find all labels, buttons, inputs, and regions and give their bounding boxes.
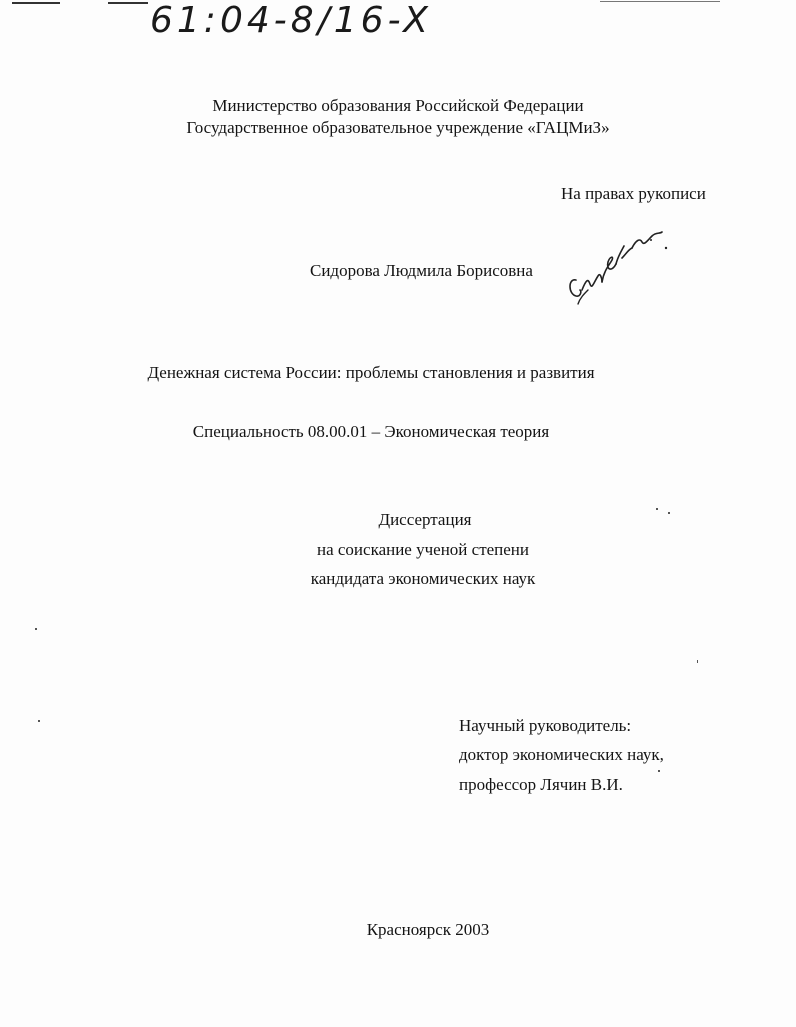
scan-mark-right xyxy=(600,1,720,2)
scan-speck xyxy=(656,508,658,510)
scan-mark-left xyxy=(12,2,60,4)
scan-speck xyxy=(650,239,652,241)
ministry-line: Министерство образования Российской Федерации xyxy=(212,96,584,115)
specialty-line: Специальность 08.00.01 – Экономическая теория xyxy=(192,422,550,441)
supervisor-label: Научный руководитель: xyxy=(459,716,632,735)
degree-line-3: кандидата экономических наук xyxy=(310,569,536,588)
supervisor-degree: доктор экономических наук, xyxy=(459,745,664,764)
manuscript-note: На правах рукописи xyxy=(561,184,706,203)
scan-speck xyxy=(35,628,37,630)
scan-mark-mid xyxy=(108,2,148,4)
dissertation-title: Денежная система России: проблемы становления и развития xyxy=(147,363,595,382)
scan-speck xyxy=(697,660,698,663)
degree-line-1: Диссертация xyxy=(378,510,472,529)
city-year: Красноярск 2003 xyxy=(366,920,490,939)
supervisor-name: профессор Лячин В.И. xyxy=(459,775,623,794)
degree-line-2: на соискание ученой степени xyxy=(316,540,530,559)
scan-speck xyxy=(658,770,660,772)
signature-image xyxy=(562,220,672,310)
author-name: Сидорова Людмила Борисовна xyxy=(310,261,533,280)
scan-speck xyxy=(38,720,40,722)
scan-speck xyxy=(668,512,670,514)
archive-code: 61:04-8/16-X xyxy=(150,0,432,41)
institution-line: Государственное образовательное учреждение «ГАЦМиЗ» xyxy=(186,118,610,137)
